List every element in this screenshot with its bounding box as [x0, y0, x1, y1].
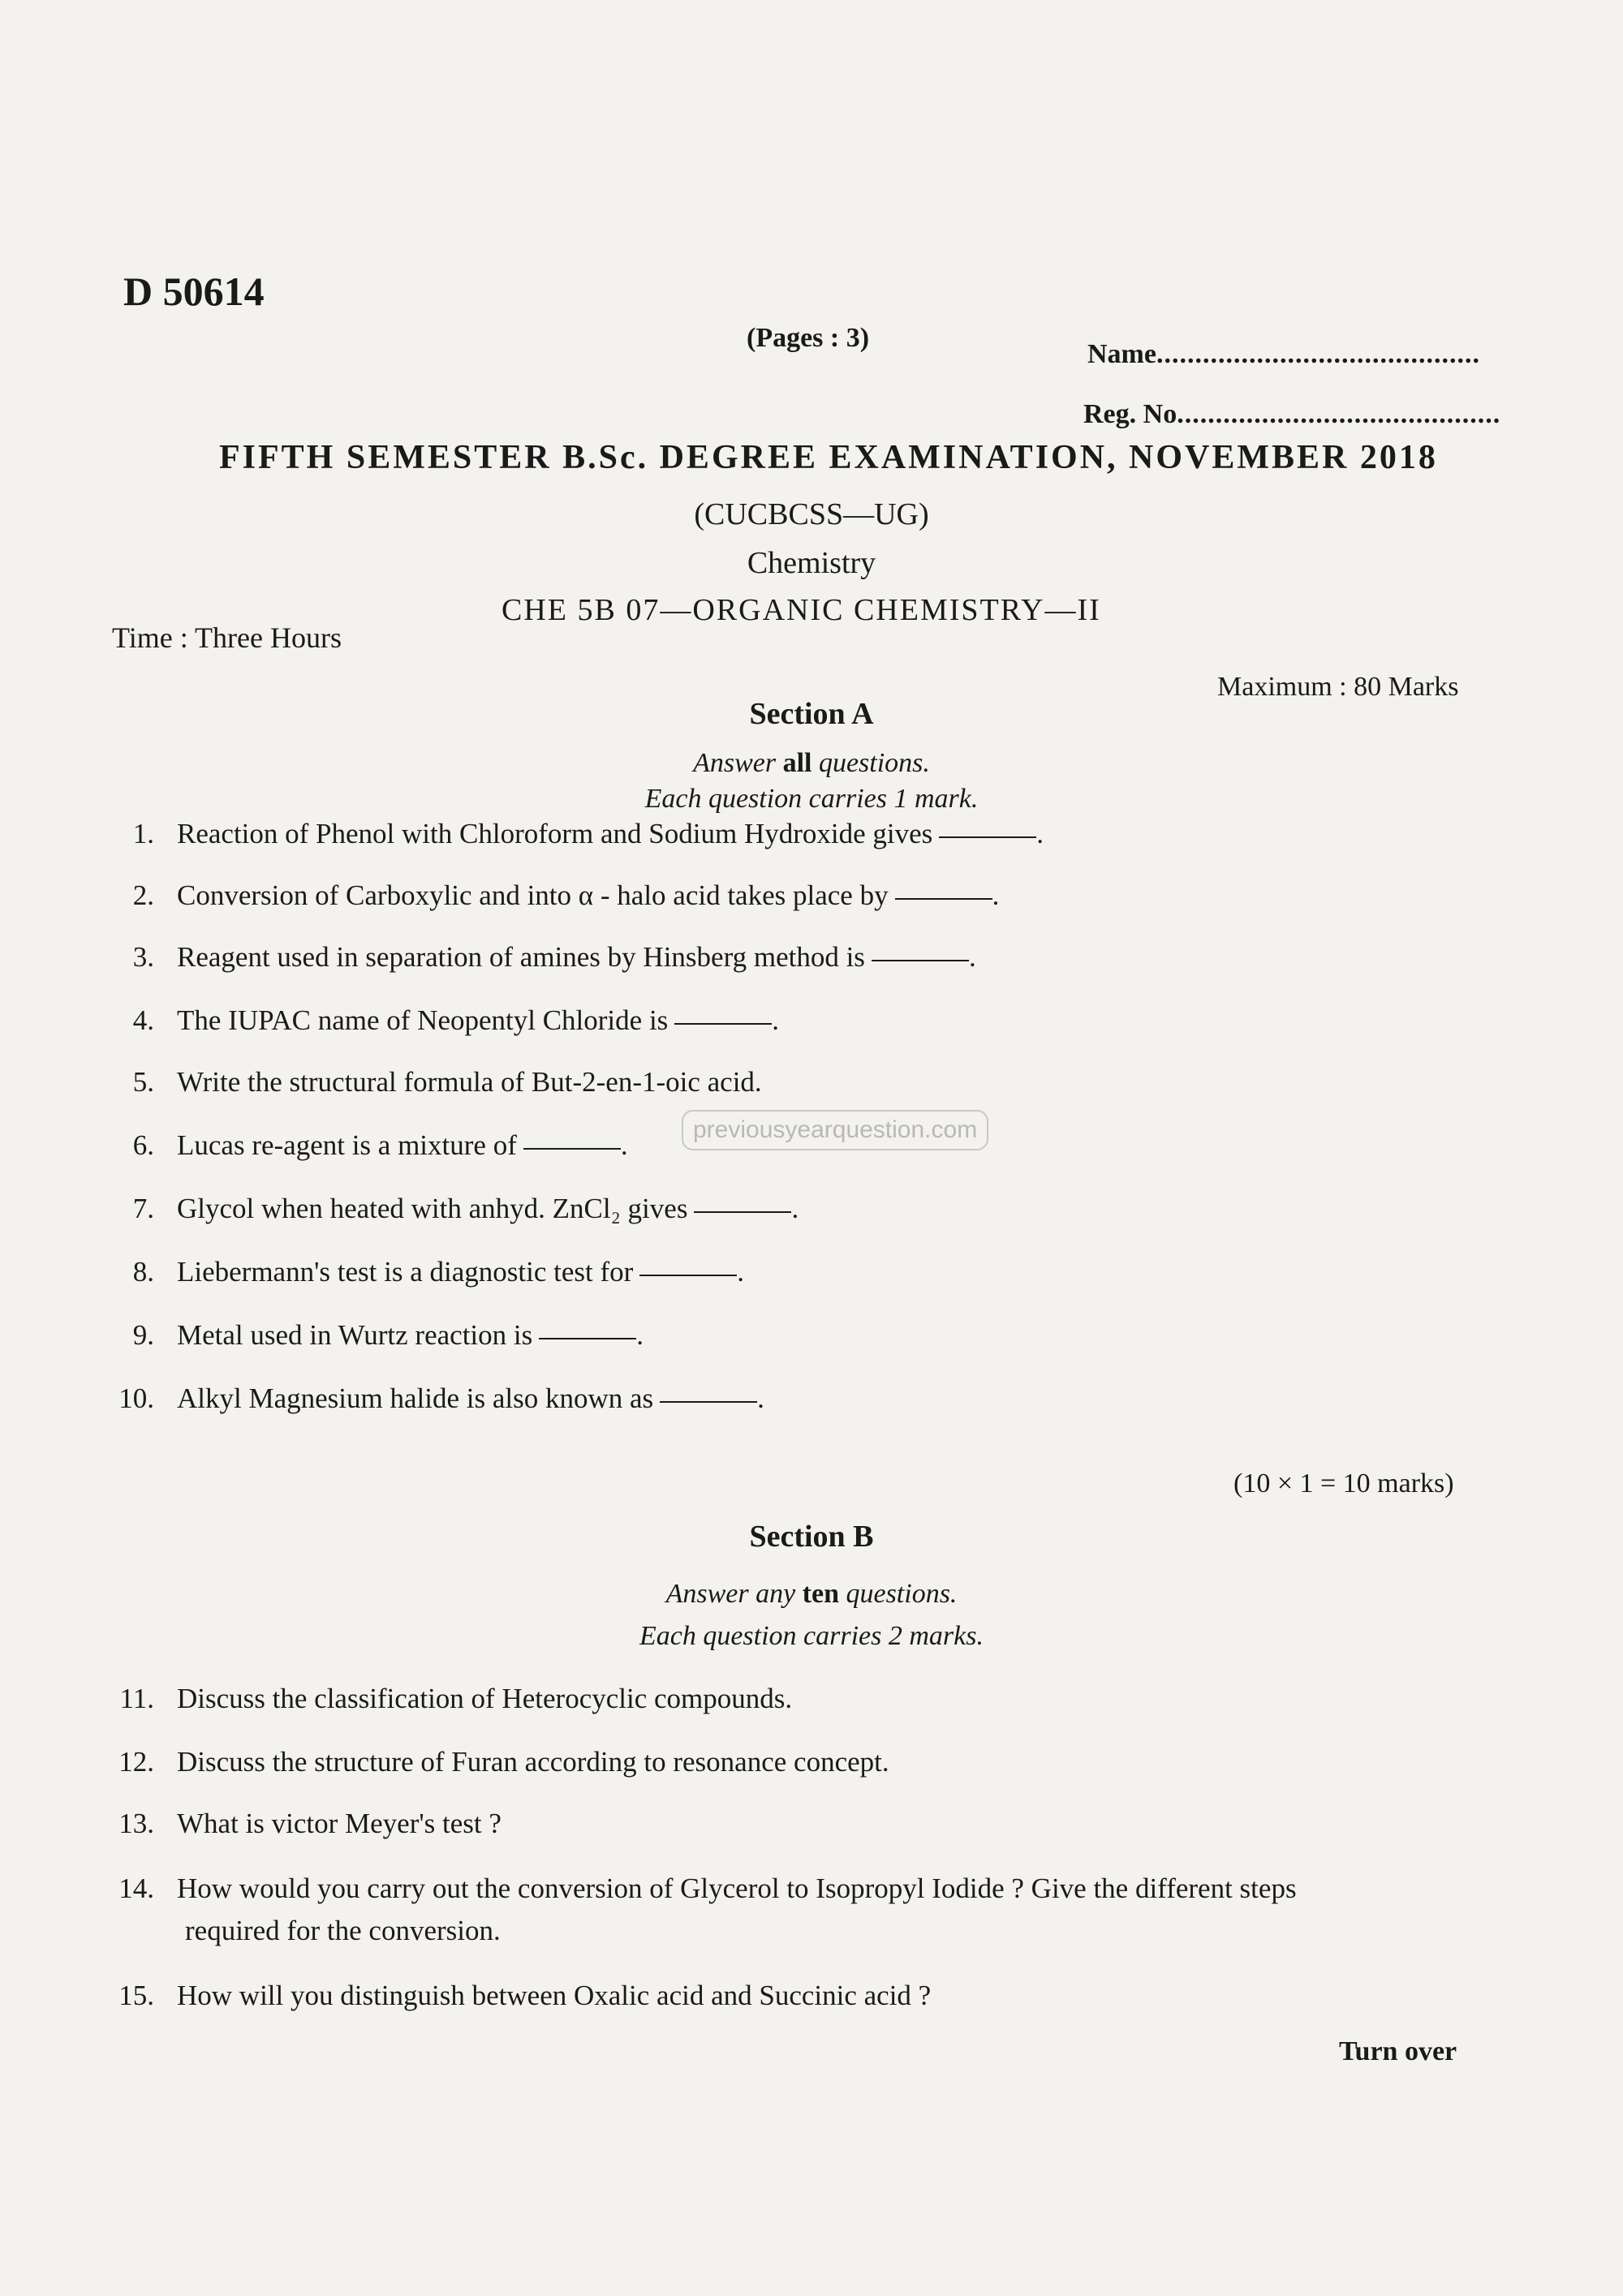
question-number: 9.	[132, 1319, 154, 1351]
question-text: Alkyl Magnesium halide is also known as	[177, 1382, 654, 1414]
section-a-instruction-1	[0, 748, 1623, 779]
question-number: 12.	[118, 1746, 154, 1778]
question-4	[105, 1004, 779, 1037]
answer-blank	[939, 836, 1036, 838]
question-number: 5.	[132, 1066, 154, 1098]
question-end: .	[737, 1256, 745, 1288]
paper-code: D 50614	[123, 269, 265, 314]
question-7	[105, 1193, 799, 1225]
answer-blank	[660, 1401, 757, 1403]
question-text: Glycol when heated with anhyd. ZnCl₂ gives	[177, 1193, 688, 1224]
instr-emphasis: all	[782, 748, 812, 778]
question-number: 6.	[132, 1129, 154, 1161]
name-dots: ..........................................	[1156, 339, 1480, 369]
question-end: .	[772, 1004, 780, 1036]
question-end: .	[636, 1319, 644, 1351]
time-allowed: Time : Three Hours	[112, 621, 342, 654]
question-number: 11.	[119, 1683, 154, 1714]
answer-blank	[872, 960, 969, 961]
exam-scheme: (CUCBCSS—UG)	[694, 497, 929, 531]
answer-blank	[523, 1148, 621, 1150]
subject: Chemistry	[747, 546, 876, 580]
question-text: The IUPAC name of Neopentyl Chloride is	[177, 1004, 669, 1036]
question-text: Reagent used in separation of amines by Hinsberg method is	[177, 941, 865, 973]
paper-title: CHE 5B 07—ORGANIC CHEMISTRY—II	[502, 593, 1101, 627]
answer-blank	[895, 898, 992, 900]
maximum-marks: Maximum : 80 Marks	[1217, 672, 1459, 702]
question-number: 13.	[118, 1808, 154, 1839]
question-8	[105, 1256, 744, 1288]
reg-no-label: Reg. No	[1083, 399, 1177, 429]
question-end: .	[992, 879, 1000, 911]
question-13	[105, 1808, 502, 1840]
instr-text: questions.	[812, 748, 930, 778]
question-text: Reaction of Phenol with Chloroform and Sodium Hydroxide gives	[177, 818, 933, 849]
page-count: (Pages : 3)	[747, 323, 870, 353]
question-end: .	[968, 941, 976, 973]
reg-no-dots: ..........................................	[1177, 399, 1501, 429]
section-a-heading: Section A	[749, 697, 874, 731]
question-10	[105, 1382, 764, 1415]
question-text: What is victor Meyer's test ?	[177, 1808, 502, 1839]
question-number: 15.	[118, 1980, 154, 2011]
question-6	[105, 1129, 628, 1162]
question-15	[105, 1980, 931, 2012]
question-number: 3.	[132, 941, 154, 973]
answer-blank	[539, 1338, 636, 1339]
question-number: 10.	[118, 1382, 154, 1414]
question-number: 1.	[132, 818, 154, 849]
question-number: 2.	[132, 879, 154, 911]
question-1	[105, 818, 1044, 850]
question-text: How would you carry out the conversion of Glycerol to Isopropyl Iodide ? Give the different steps	[177, 1872, 1297, 1904]
answer-blank	[694, 1211, 791, 1213]
name-label: Name	[1087, 339, 1156, 369]
instr-text: Answer any	[665, 1579, 803, 1609]
section-b-instruction-2: Each question carries 2 marks.	[639, 1621, 984, 1651]
question-text: Discuss the classification of Heterocyclic compounds.	[177, 1683, 793, 1714]
question-end: .	[1036, 818, 1044, 849]
instr-text: Answer	[693, 748, 783, 778]
question-number: 4.	[132, 1004, 154, 1036]
question-2	[105, 879, 999, 912]
instr-emphasis: ten	[802, 1579, 839, 1609]
question-text: How will you distinguish between Oxalic acid and Succinic acid ?	[177, 1980, 932, 2011]
question-text: Lucas re-agent is a mixture of	[177, 1129, 517, 1161]
question-11	[105, 1683, 792, 1715]
name-field	[1087, 339, 1480, 370]
section-b-heading: Section B	[749, 1520, 874, 1554]
section-b-instruction-1	[0, 1579, 1623, 1610]
question-text: Conversion of Carboxylic and into α - halo acid takes place by	[177, 879, 889, 911]
turn-over-note: Turn over	[1339, 2036, 1457, 2066]
question-3	[105, 941, 976, 974]
question-end: .	[791, 1193, 799, 1224]
instr-text: questions.	[838, 1579, 958, 1609]
answer-blank	[639, 1275, 737, 1276]
section-a-marks: (10 × 1 = 10 marks)	[1233, 1468, 1454, 1498]
question-14-continued: required for the conversion.	[185, 1915, 501, 1946]
question-end: .	[620, 1129, 628, 1161]
question-text: Write the structural formula of But-2-en-1-oic acid.	[177, 1066, 762, 1098]
watermark: previousyearquestion.com	[682, 1110, 988, 1150]
answer-blank	[674, 1023, 772, 1025]
question-12	[105, 1746, 889, 1778]
section-a-instruction-2: Each question carries 1 mark.	[644, 784, 979, 814]
question-5	[105, 1066, 762, 1099]
question-end: .	[757, 1382, 764, 1414]
question-14	[105, 1872, 1297, 1905]
exam-title: FIFTH SEMESTER B.Sc. DEGREE EXAMINATION, NOVEMBER 2018	[219, 439, 1438, 476]
question-9	[105, 1319, 644, 1352]
reg-no-field	[1083, 399, 1500, 430]
question-text: Liebermann's test is a diagnostic test for	[177, 1256, 634, 1288]
question-number: 14.	[118, 1872, 154, 1904]
question-text: Discuss the structure of Furan according to resonance concept.	[177, 1746, 889, 1778]
question-number: 7.	[132, 1193, 154, 1224]
question-number: 8.	[132, 1256, 154, 1288]
question-text: Metal used in Wurtz reaction is	[177, 1319, 533, 1351]
